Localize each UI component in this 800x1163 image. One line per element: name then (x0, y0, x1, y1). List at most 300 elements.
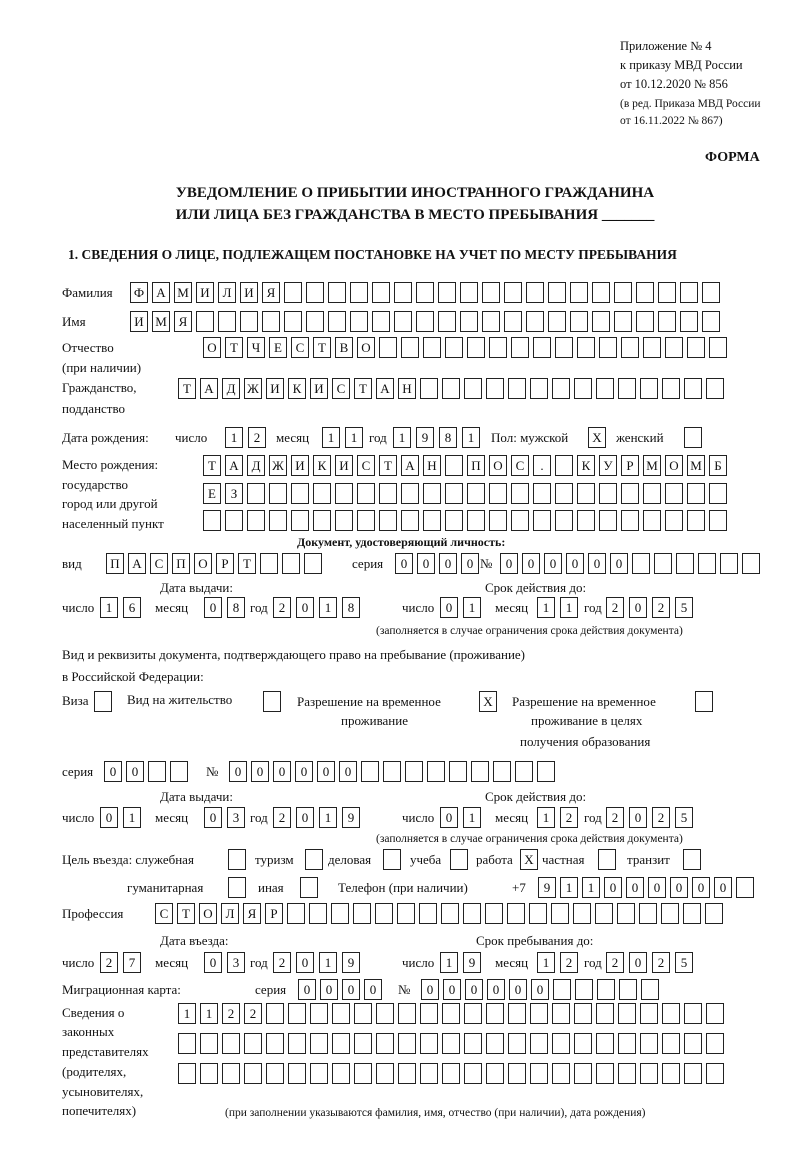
char-box[interactable] (736, 877, 754, 898)
char-box[interactable]: Е (203, 483, 221, 504)
char-box[interactable] (445, 337, 463, 358)
char-box[interactable] (599, 510, 617, 531)
char-box[interactable]: 5 (675, 952, 693, 973)
char-box[interactable] (618, 1063, 636, 1084)
char-box[interactable]: 7 (123, 952, 141, 973)
char-box[interactable] (464, 378, 482, 399)
char-box[interactable] (394, 282, 412, 303)
char-box[interactable] (306, 311, 324, 332)
id-issue-year-boxes[interactable] (273, 597, 365, 618)
char-box[interactable]: О (489, 455, 507, 476)
char-box[interactable] (300, 877, 318, 898)
char-box[interactable] (441, 903, 459, 924)
char-box[interactable] (464, 1033, 482, 1054)
char-box[interactable]: 3 (227, 807, 245, 828)
char-box[interactable]: 1 (100, 597, 118, 618)
char-box[interactable] (683, 849, 701, 870)
char-box[interactable] (665, 483, 683, 504)
char-box[interactable] (570, 282, 588, 303)
char-box[interactable]: Е (269, 337, 287, 358)
char-box[interactable]: 0 (610, 553, 628, 574)
char-box[interactable]: 0 (566, 553, 584, 574)
char-box[interactable] (596, 1033, 614, 1054)
char-box[interactable]: 0 (509, 979, 527, 1000)
char-box[interactable]: Н (398, 378, 416, 399)
char-box[interactable]: 1 (537, 807, 555, 828)
char-box[interactable] (658, 282, 676, 303)
char-box[interactable] (375, 903, 393, 924)
char-box[interactable]: К (313, 455, 331, 476)
char-box[interactable] (394, 311, 412, 332)
char-box[interactable] (636, 282, 654, 303)
char-box[interactable]: П (172, 553, 190, 574)
stay-year-boxes[interactable] (606, 952, 698, 973)
char-box[interactable]: 1 (178, 1003, 196, 1024)
reps-boxes-2[interactable] (178, 1033, 728, 1054)
right-valid-day-boxes[interactable] (440, 807, 486, 828)
char-box[interactable] (244, 1033, 262, 1054)
char-box[interactable]: 5 (675, 807, 693, 828)
char-box[interactable] (533, 337, 551, 358)
char-box[interactable]: 2 (606, 807, 624, 828)
char-box[interactable]: Б (709, 455, 727, 476)
char-box[interactable] (288, 1033, 306, 1054)
char-box[interactable]: 0 (629, 597, 647, 618)
char-box[interactable]: У (599, 455, 617, 476)
char-box[interactable] (398, 1003, 416, 1024)
char-box[interactable] (548, 282, 566, 303)
char-box[interactable] (555, 483, 573, 504)
char-box[interactable] (420, 1003, 438, 1024)
char-box[interactable] (463, 903, 481, 924)
char-box[interactable]: 1 (322, 427, 340, 448)
id-kind-boxes[interactable] (106, 553, 326, 574)
char-box[interactable] (574, 1063, 592, 1084)
char-box[interactable] (331, 903, 349, 924)
char-box[interactable] (654, 553, 672, 574)
char-box[interactable]: Ф (130, 282, 148, 303)
char-box[interactable] (705, 903, 723, 924)
char-box[interactable]: М (643, 455, 661, 476)
char-box[interactable] (482, 282, 500, 303)
entry-day-boxes[interactable] (100, 952, 146, 973)
visa-checkbox[interactable] (94, 691, 116, 712)
char-box[interactable] (196, 311, 214, 332)
char-box[interactable] (742, 553, 760, 574)
char-box[interactable]: И (310, 378, 328, 399)
char-box[interactable]: И (335, 455, 353, 476)
char-box[interactable]: 1 (463, 807, 481, 828)
purpose-business-checkbox[interactable] (383, 849, 405, 870)
char-box[interactable]: И (266, 378, 284, 399)
char-box[interactable]: О (203, 337, 221, 358)
char-box[interactable] (306, 282, 324, 303)
char-box[interactable]: С (332, 378, 350, 399)
char-box[interactable]: Я (243, 903, 261, 924)
char-box[interactable] (632, 553, 650, 574)
char-box[interactable] (445, 455, 463, 476)
char-box[interactable] (530, 378, 548, 399)
trp-checkbox[interactable] (479, 691, 501, 712)
char-box[interactable] (260, 553, 278, 574)
char-box[interactable]: 0 (465, 979, 483, 1000)
char-box[interactable]: 0 (544, 553, 562, 574)
char-box[interactable] (269, 510, 287, 531)
char-box[interactable]: 0 (320, 979, 338, 1000)
char-box[interactable]: 2 (100, 952, 118, 973)
char-box[interactable] (361, 761, 379, 782)
char-box[interactable] (698, 553, 716, 574)
char-box[interactable] (695, 691, 713, 712)
char-box[interactable] (383, 849, 401, 870)
char-box[interactable] (596, 1063, 614, 1084)
name-boxes[interactable] (130, 311, 724, 332)
char-box[interactable]: 2 (652, 952, 670, 973)
char-box[interactable]: 0 (317, 761, 335, 782)
char-box[interactable] (464, 1063, 482, 1084)
char-box[interactable] (310, 1003, 328, 1024)
char-box[interactable]: 0 (670, 877, 688, 898)
char-box[interactable]: А (200, 378, 218, 399)
char-box[interactable]: К (577, 455, 595, 476)
char-box[interactable] (247, 510, 265, 531)
char-box[interactable] (284, 311, 302, 332)
char-box[interactable] (709, 483, 727, 504)
char-box[interactable] (287, 903, 305, 924)
char-box[interactable]: 2 (244, 1003, 262, 1024)
char-box[interactable] (511, 337, 529, 358)
id-valid-month-boxes[interactable] (537, 597, 583, 618)
char-box[interactable]: 2 (606, 952, 624, 973)
char-box[interactable]: 1 (225, 427, 243, 448)
char-box[interactable] (419, 903, 437, 924)
char-box[interactable] (574, 1033, 592, 1054)
char-box[interactable]: С (155, 903, 173, 924)
char-box[interactable] (247, 483, 265, 504)
char-box[interactable] (335, 483, 353, 504)
char-box[interactable] (555, 510, 573, 531)
char-box[interactable] (379, 510, 397, 531)
char-box[interactable]: 0 (629, 807, 647, 828)
char-box[interactable]: 1 (393, 427, 411, 448)
entry-month-boxes[interactable] (204, 952, 250, 973)
char-box[interactable]: 2 (273, 952, 291, 973)
char-box[interactable]: 2 (273, 807, 291, 828)
char-box[interactable] (570, 311, 588, 332)
char-box[interactable] (640, 378, 658, 399)
char-box[interactable] (618, 1033, 636, 1054)
char-box[interactable]: 0 (204, 597, 222, 618)
char-box[interactable] (328, 282, 346, 303)
char-box[interactable]: 8 (342, 597, 360, 618)
char-box[interactable] (641, 979, 659, 1000)
char-box[interactable]: 0 (629, 952, 647, 973)
char-box[interactable] (442, 378, 460, 399)
char-box[interactable] (485, 903, 503, 924)
char-box[interactable]: 0 (588, 553, 606, 574)
char-box[interactable] (489, 483, 507, 504)
char-box[interactable] (332, 1063, 350, 1084)
char-box[interactable]: 0 (522, 553, 540, 574)
char-box[interactable] (353, 903, 371, 924)
char-box[interactable] (687, 337, 705, 358)
char-box[interactable] (486, 378, 504, 399)
char-box[interactable]: 9 (463, 952, 481, 973)
char-box[interactable]: К (288, 378, 306, 399)
char-box[interactable]: X (588, 427, 606, 448)
char-box[interactable] (423, 337, 441, 358)
purpose-study-checkbox[interactable] (450, 849, 472, 870)
char-box[interactable] (709, 510, 727, 531)
char-box[interactable]: 0 (531, 979, 549, 1000)
char-box[interactable] (493, 761, 511, 782)
char-box[interactable] (416, 311, 434, 332)
char-box[interactable] (537, 761, 555, 782)
char-box[interactable]: А (128, 553, 146, 574)
char-box[interactable]: 9 (416, 427, 434, 448)
char-box[interactable]: 1 (462, 427, 480, 448)
char-box[interactable]: В (335, 337, 353, 358)
char-box[interactable] (379, 483, 397, 504)
char-box[interactable] (357, 483, 375, 504)
char-box[interactable]: 0 (487, 979, 505, 1000)
char-box[interactable] (702, 282, 720, 303)
char-box[interactable]: 1 (345, 427, 363, 448)
char-box[interactable] (438, 311, 456, 332)
reps-boxes-3[interactable] (178, 1063, 728, 1084)
char-box[interactable] (225, 510, 243, 531)
char-box[interactable] (486, 1033, 504, 1054)
char-box[interactable]: И (240, 282, 258, 303)
citizenship-boxes[interactable] (178, 378, 728, 399)
char-box[interactable]: С (291, 337, 309, 358)
char-box[interactable] (508, 1063, 526, 1084)
char-box[interactable] (305, 849, 323, 870)
char-box[interactable] (427, 761, 445, 782)
char-box[interactable]: . (533, 455, 551, 476)
char-box[interactable] (640, 1033, 658, 1054)
char-box[interactable] (291, 510, 309, 531)
char-box[interactable] (228, 877, 246, 898)
char-box[interactable] (401, 483, 419, 504)
char-box[interactable] (552, 1003, 570, 1024)
char-box[interactable] (313, 510, 331, 531)
char-box[interactable]: З (225, 483, 243, 504)
char-box[interactable]: Т (178, 378, 196, 399)
trp-edu-checkbox[interactable] (695, 691, 717, 712)
char-box[interactable] (636, 311, 654, 332)
char-box[interactable] (555, 337, 573, 358)
char-box[interactable] (328, 311, 346, 332)
char-box[interactable] (592, 311, 610, 332)
surname-boxes[interactable] (130, 282, 724, 303)
char-box[interactable]: 0 (229, 761, 247, 782)
char-box[interactable] (372, 282, 390, 303)
char-box[interactable] (687, 510, 705, 531)
char-box[interactable]: 0 (295, 761, 313, 782)
char-box[interactable]: 0 (342, 979, 360, 1000)
char-box[interactable]: М (174, 282, 192, 303)
purpose-official-checkbox[interactable] (228, 849, 250, 870)
char-box[interactable] (460, 311, 478, 332)
char-box[interactable] (577, 337, 595, 358)
id-valid-year-boxes[interactable] (606, 597, 698, 618)
char-box[interactable]: 0 (626, 877, 644, 898)
char-box[interactable] (552, 378, 570, 399)
char-box[interactable]: 1 (537, 952, 555, 973)
char-box[interactable]: 0 (440, 597, 458, 618)
char-box[interactable] (282, 553, 300, 574)
char-box[interactable]: Я (174, 311, 192, 332)
char-box[interactable]: О (665, 455, 683, 476)
char-box[interactable] (288, 1063, 306, 1084)
char-box[interactable]: 8 (227, 597, 245, 618)
stay-month-boxes[interactable] (537, 952, 583, 973)
birth-place-boxes-1[interactable] (203, 455, 731, 476)
char-box[interactable] (376, 1033, 394, 1054)
char-box[interactable]: 8 (439, 427, 457, 448)
char-box[interactable]: 0 (296, 952, 314, 973)
birth-place-boxes-2[interactable] (203, 483, 731, 504)
char-box[interactable]: 0 (364, 979, 382, 1000)
char-box[interactable] (228, 849, 246, 870)
sex-female-checkbox[interactable] (684, 427, 706, 448)
char-box[interactable] (597, 979, 615, 1000)
char-box[interactable]: 1 (319, 952, 337, 973)
char-box[interactable] (614, 311, 632, 332)
char-box[interactable]: Т (225, 337, 243, 358)
char-box[interactable] (372, 311, 390, 332)
char-box[interactable]: Т (238, 553, 256, 574)
char-box[interactable] (619, 979, 637, 1000)
char-box[interactable] (442, 1033, 460, 1054)
char-box[interactable] (720, 553, 738, 574)
char-box[interactable] (350, 282, 368, 303)
char-box[interactable] (266, 1063, 284, 1084)
char-box[interactable]: Ж (244, 378, 262, 399)
char-box[interactable] (683, 903, 701, 924)
char-box[interactable]: 9 (342, 952, 360, 973)
id-number-boxes[interactable] (500, 553, 764, 574)
char-box[interactable]: 2 (248, 427, 266, 448)
birth-month-boxes[interactable] (322, 427, 368, 448)
phone-boxes[interactable] (538, 877, 758, 898)
char-box[interactable] (376, 1003, 394, 1024)
char-box[interactable]: 2 (273, 597, 291, 618)
char-box[interactable] (401, 337, 419, 358)
char-box[interactable]: 0 (604, 877, 622, 898)
char-box[interactable] (592, 282, 610, 303)
char-box[interactable] (291, 483, 309, 504)
char-box[interactable] (621, 483, 639, 504)
char-box[interactable] (222, 1033, 240, 1054)
char-box[interactable] (94, 691, 112, 712)
patronymic-boxes[interactable] (203, 337, 731, 358)
char-box[interactable] (596, 378, 614, 399)
char-box[interactable] (662, 1003, 680, 1024)
char-box[interactable]: 0 (500, 553, 518, 574)
char-box[interactable] (515, 761, 533, 782)
char-box[interactable] (529, 903, 547, 924)
id-series-boxes[interactable] (395, 553, 483, 574)
char-box[interactable]: 0 (126, 761, 144, 782)
char-box[interactable] (639, 903, 657, 924)
char-box[interactable] (640, 1003, 658, 1024)
char-box[interactable] (508, 1003, 526, 1024)
char-box[interactable] (310, 1033, 328, 1054)
char-box[interactable] (511, 483, 529, 504)
char-box[interactable] (643, 483, 661, 504)
char-box[interactable]: Ж (269, 455, 287, 476)
char-box[interactable]: 2 (222, 1003, 240, 1024)
purpose-other-checkbox[interactable] (300, 877, 322, 898)
char-box[interactable] (526, 282, 544, 303)
char-box[interactable] (504, 282, 522, 303)
char-box[interactable] (684, 378, 702, 399)
char-box[interactable] (309, 903, 327, 924)
char-box[interactable] (552, 1063, 570, 1084)
char-box[interactable]: Т (203, 455, 221, 476)
purpose-private-checkbox[interactable] (598, 849, 620, 870)
char-box[interactable]: Т (313, 337, 331, 358)
char-box[interactable] (621, 337, 639, 358)
char-box[interactable] (508, 378, 526, 399)
right-issue-month-boxes[interactable] (204, 807, 250, 828)
char-box[interactable] (200, 1063, 218, 1084)
char-box[interactable] (262, 311, 280, 332)
char-box[interactable] (467, 483, 485, 504)
char-box[interactable] (684, 1003, 702, 1024)
char-box[interactable]: 2 (606, 597, 624, 618)
right-valid-year-boxes[interactable] (606, 807, 698, 828)
char-box[interactable] (240, 311, 258, 332)
char-box[interactable]: О (199, 903, 217, 924)
char-box[interactable] (284, 282, 302, 303)
char-box[interactable]: 0 (714, 877, 732, 898)
char-box[interactable] (379, 337, 397, 358)
char-box[interactable]: 1 (537, 597, 555, 618)
char-box[interactable] (313, 483, 331, 504)
char-box[interactable] (438, 282, 456, 303)
char-box[interactable] (665, 337, 683, 358)
char-box[interactable]: Н (423, 455, 441, 476)
char-box[interactable] (423, 483, 441, 504)
char-box[interactable] (676, 553, 694, 574)
char-box[interactable]: 5 (675, 597, 693, 618)
char-box[interactable]: Д (222, 378, 240, 399)
char-box[interactable]: П (106, 553, 124, 574)
char-box[interactable]: 0 (204, 952, 222, 973)
char-box[interactable]: 0 (339, 761, 357, 782)
id-issue-day-boxes[interactable] (100, 597, 146, 618)
char-box[interactable] (354, 1033, 372, 1054)
char-box[interactable]: Р (265, 903, 283, 924)
char-box[interactable] (662, 1033, 680, 1054)
char-box[interactable]: С (150, 553, 168, 574)
char-box[interactable] (533, 483, 551, 504)
char-box[interactable] (709, 337, 727, 358)
char-box[interactable] (376, 1063, 394, 1084)
char-box[interactable] (200, 1033, 218, 1054)
char-box[interactable] (684, 1063, 702, 1084)
char-box[interactable] (405, 761, 423, 782)
char-box[interactable] (482, 311, 500, 332)
char-box[interactable]: 0 (440, 807, 458, 828)
char-box[interactable] (614, 282, 632, 303)
char-box[interactable] (574, 378, 592, 399)
char-box[interactable] (553, 979, 571, 1000)
char-box[interactable] (332, 1003, 350, 1024)
